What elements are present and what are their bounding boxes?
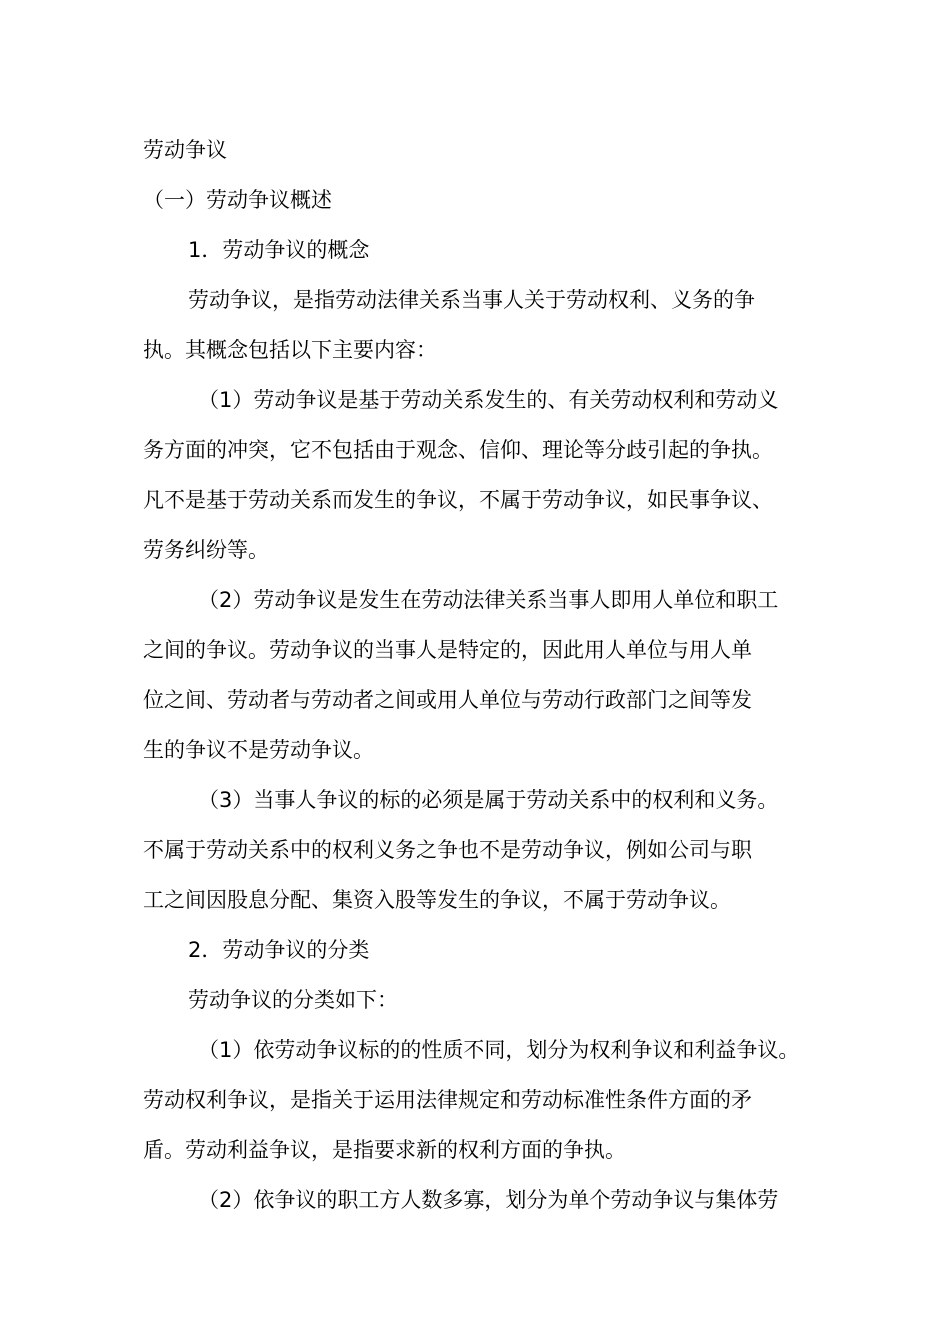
paragraph-line: 生的争议不是劳动争议。 [143,738,374,762]
paragraph-line: （2）依争议的职工方人数多寡，划分为单个劳动争议与集体劳 [198,1188,779,1212]
paragraph-line: 凡不是基于劳动关系而发生的争议，不属于劳动争议，如民事争议、 [143,488,773,512]
paragraph-line: 劳动争议，是指劳动法律关系当事人关于劳动权利、义务的争 [188,288,755,312]
paragraph-line: （3）当事人争议的标的必须是属于劳动关系中的权利和义务。 [198,788,779,812]
paragraph-line: 工之间因股息分配、集资入股等发生的争议，不属于劳动争议。 [143,888,731,912]
paragraph-line: （1）依劳动争议标的的性质不同，划分为权利争议和利益争议。 [198,1038,800,1062]
paragraph-line: 劳动争议的分类如下： [188,988,398,1012]
subsection-heading: 2．劳动争议的分类 [188,938,370,962]
paragraph-line: （2）劳动争议是发生在劳动法律关系当事人即用人单位和职工 [198,588,779,612]
section-heading: （一）劳动争议概述 [143,188,332,212]
paragraph-line: 之间的争议。劳动争议的当事人是特定的，因此用人单位与用人单 [143,638,752,662]
paragraph-line: 位之间、劳动者与劳动者之间或用人单位与劳动行政部门之间等发 [143,688,752,712]
paragraph-line: 劳务纠纷等。 [143,538,269,562]
paragraph-line: 劳动权利争议，是指关于运用法律规定和劳动标准性条件方面的矛 [143,1088,752,1112]
paragraph-line: （1）劳动争议是基于劳动关系发生的、有关劳动权利和劳动义 [198,388,779,412]
paragraph-line: 盾。劳动利益争议，是指要求新的权利方面的争执。 [143,1138,626,1162]
paragraph-line: 不属于劳动关系中的权利义务之争也不是劳动争议，例如公司与职 [143,838,752,862]
paragraph-line: 务方面的冲突，它不包括由于观念、信仰、理论等分歧引起的争执。 [143,438,773,462]
paragraph-line: 执。其概念包括以下主要内容： [143,338,437,362]
subsection-heading: 1．劳动争议的概念 [188,238,370,262]
document-title: 劳动争议 [143,138,227,162]
